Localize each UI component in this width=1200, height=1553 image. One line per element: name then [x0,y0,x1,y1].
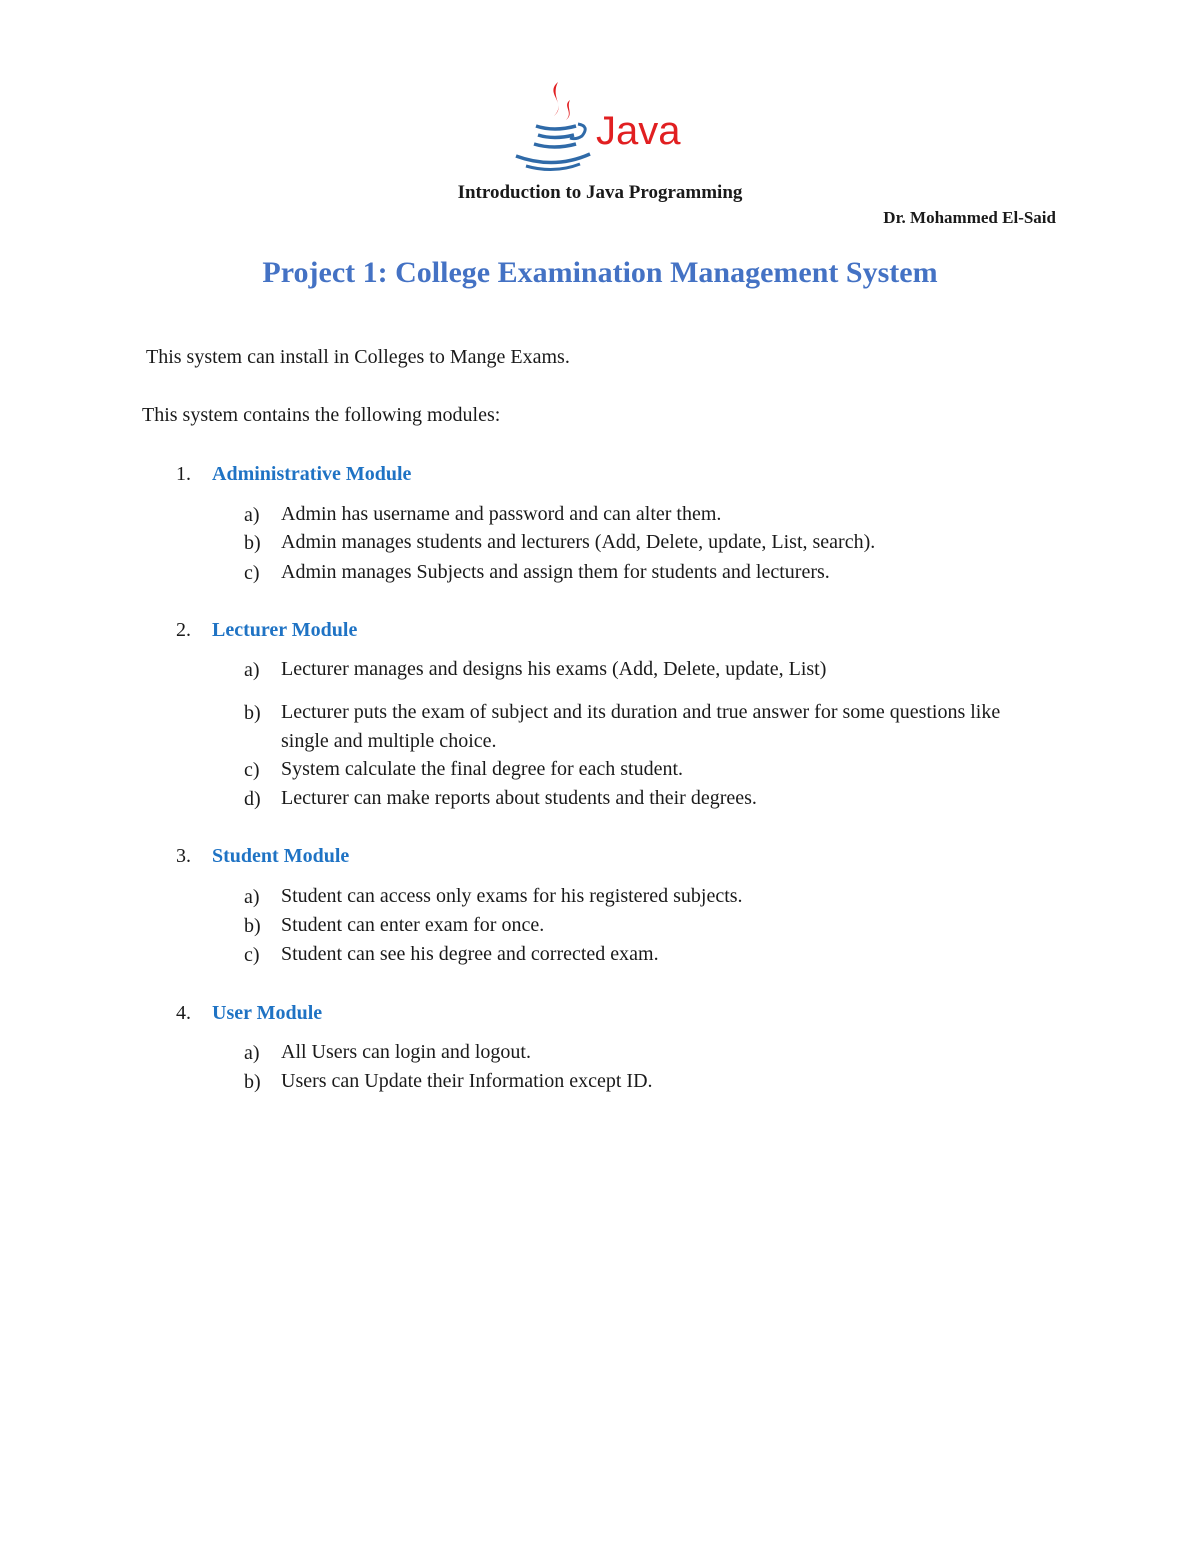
list-item-letter: c) [244,759,260,781]
module-number: 4. [176,1002,191,1024]
list-item-letter: d) [244,788,261,810]
list-item-text: All Users can login and logout. [281,1041,531,1063]
list-item-text: Lecturer puts the exam of subject and its duration and true answer for some questions like single and multiple choice. [281,701,1001,752]
list-item-text: Student can access only exams for his registered subjects. [281,885,743,907]
module-title-lecturer: Lecturer Module [212,619,358,641]
project-title: Project 1: College Examination Management System [262,256,938,289]
list-item-text: System calculate the final degree for each student. [281,758,684,780]
list-item-letter: a) [244,886,260,908]
intro-line-1: This system can install in Colleges to Mange Exams. [146,346,570,368]
list-item-text: Student can enter exam for once. [281,914,545,936]
list-item-text: Student can see his degree and corrected exam. [281,943,659,965]
list-item-text: Users can Update their Information except ID. [281,1070,653,1092]
module-title-student: Student Module [212,845,350,867]
list-item-letter: b) [244,702,261,724]
list-item-letter: a) [244,504,260,526]
list-item-letter: a) [244,659,260,681]
author-name: Dr. Mohammed El-Said [883,208,1056,227]
list-item-letter: b) [244,1071,261,1093]
list-item-text: Admin manages students and lecturers (Add, Delete, update, List, search). [281,531,876,553]
list-item-text: Admin has username and password and can alter them. [281,503,722,525]
list-item-letter: c) [244,562,260,584]
module-number: 3. [176,845,191,867]
module-title-administrative: Administrative Module [212,463,412,485]
coffee-cup-icon [516,82,590,170]
module-number: 2. [176,619,191,641]
module-number: 1. [176,463,191,485]
list-item-letter: a) [244,1042,260,1064]
list-item-text: Admin manages Subjects and assign them for students and lecturers. [281,561,830,583]
list-item-letter: c) [244,944,260,966]
module-title-user: User Module [212,1002,323,1024]
list-item-text: Lecturer manages and designs his exams (Add, Delete, update, List) [281,658,827,680]
intro-line-2: This system contains the following modules: [142,404,501,426]
course-title: Introduction to Java Programming [457,182,743,203]
java-wordmark: Java [596,109,681,153]
list-item-letter: b) [244,532,261,554]
java-logo [510,78,690,178]
list-item-text: Lecturer can make reports about students and their degrees. [281,787,757,809]
list-item-letter: b) [244,915,261,937]
